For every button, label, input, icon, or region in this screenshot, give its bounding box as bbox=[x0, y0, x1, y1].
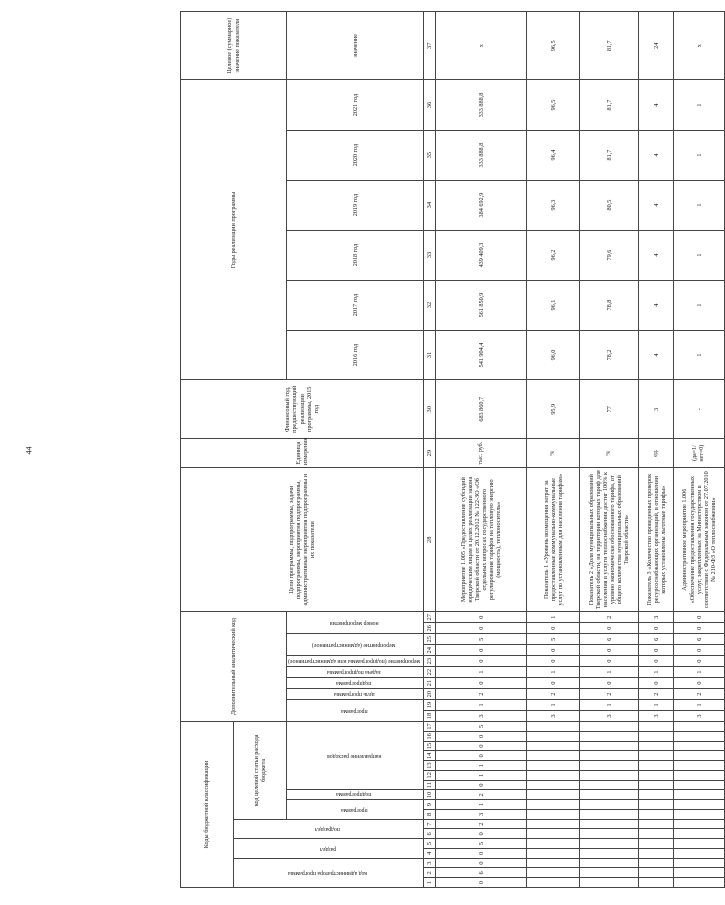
budget-code-digit bbox=[527, 721, 580, 731]
column-number-cell: 9 bbox=[424, 800, 436, 810]
budget-code-digit bbox=[527, 790, 580, 800]
column-numbers-row bbox=[424, 12, 436, 888]
row-value-2015: 683 860,7 bbox=[436, 380, 527, 439]
analytic-code-digit: 1 bbox=[674, 667, 725, 678]
budget-code-digit bbox=[580, 800, 639, 810]
column-number-cell: 6 bbox=[424, 829, 436, 839]
row-description: Показатель 3 «Количество проведенных проверок ресурсоснабжающих организаций, в отношении которых установлены льготные тарифы» bbox=[639, 468, 674, 612]
analytic-code-digit: 1 bbox=[580, 667, 639, 678]
analytic-code-digit: 6 bbox=[674, 634, 725, 645]
analytic-code-digit: 2 bbox=[527, 689, 580, 700]
year-2019-header: 2019 год bbox=[287, 180, 424, 230]
row-year-value: 1 bbox=[674, 280, 725, 330]
row-final-value: 96,5 bbox=[527, 12, 580, 81]
budget-code-digit bbox=[580, 810, 639, 820]
table-row bbox=[639, 12, 674, 888]
budget-code-digit: 6 bbox=[436, 868, 527, 878]
budget-code-digit bbox=[674, 800, 725, 810]
column-number-cell: 22 bbox=[424, 667, 436, 678]
column-number-cell: 1 bbox=[424, 878, 436, 888]
budget-code-digit bbox=[527, 839, 580, 849]
column-number-cell: 27 bbox=[424, 612, 436, 623]
analytic-code-digit: 2 bbox=[436, 689, 527, 700]
row-year-value: 384 692,9 bbox=[436, 180, 527, 230]
column-number-cell: 35 bbox=[424, 130, 436, 180]
budget-code-digit bbox=[527, 849, 580, 859]
row-unit: % bbox=[580, 439, 639, 468]
row-year-value: 1 bbox=[674, 80, 725, 130]
analytic-code-digit: 0 bbox=[436, 623, 527, 634]
row-description: Показатель 2 «Доля муниципальных образований Тверской области, на территории которых тариф для населения в услуги теплоснабжения достиг 100% к уровню экономически обоснованного тарифа, от общего количества муниципальных образований Тверской области» bbox=[580, 468, 639, 612]
column-number-cell: 13 bbox=[424, 761, 436, 771]
budget-code-digit: 5 bbox=[436, 721, 527, 731]
column-number-cell: 5 bbox=[424, 839, 436, 849]
direction-header: направление расходов bbox=[287, 721, 424, 790]
column-number-cell: 4 bbox=[424, 849, 436, 859]
admin-code-header: код администратора программы bbox=[234, 858, 424, 887]
row-final-value: x bbox=[436, 12, 527, 81]
budget-code-digit bbox=[639, 810, 674, 820]
budget-code-digit bbox=[674, 771, 725, 781]
budget-code-digit bbox=[674, 810, 725, 820]
budget-code-digit bbox=[674, 819, 725, 829]
row-year-value: 96,3 bbox=[527, 180, 580, 230]
row-unit: (да=1/нет=0) bbox=[674, 439, 725, 468]
column-number-cell: 14 bbox=[424, 751, 436, 761]
row-year-value: 333 888,8 bbox=[436, 130, 527, 180]
budget-code-digit bbox=[527, 810, 580, 820]
row-year-value: 96,4 bbox=[527, 130, 580, 180]
subprogram-code-header: подпрограмма bbox=[287, 790, 424, 800]
row-year-value: 1 bbox=[674, 180, 725, 230]
row-unit: ед. bbox=[639, 439, 674, 468]
analytic-code-digit: 0 bbox=[436, 656, 527, 667]
table-row bbox=[674, 12, 725, 888]
a-task-header: задача подпрограммы bbox=[287, 667, 424, 678]
budget-code-digit bbox=[639, 819, 674, 829]
row-final-value: 81,7 bbox=[580, 12, 639, 81]
row-description: Мероприятие 1.005 «Предоставление субсидий юридическим лицам в целях реализации закона Тверской области от 20.12.2012 № 122-ЗО «Об отдельных вопросах государственного регулирования тарифов на тепловую энергию (мощность), теплоноситель» bbox=[436, 468, 527, 612]
budget-code-digit: 0 bbox=[436, 858, 527, 868]
subsection-header: подраздел bbox=[234, 819, 424, 839]
year-2020-header: 2020 год bbox=[287, 130, 424, 180]
budget-code-digit bbox=[580, 829, 639, 839]
analytic-code-digit: 0 bbox=[674, 656, 725, 667]
budget-code-digit bbox=[674, 829, 725, 839]
column-number-cell: 15 bbox=[424, 741, 436, 751]
analytic-code-digit: 1 bbox=[527, 612, 580, 623]
table-row bbox=[436, 12, 527, 888]
analytic-code-digit: 0 bbox=[527, 656, 580, 667]
title-column-header: Цели программы, подпрограммы, задачи подпрограммы, мероприятия подпрограммы, административные мероприятия подпрограммы и их показатели bbox=[181, 468, 424, 612]
analytic-code-digit: 0 bbox=[580, 645, 639, 656]
analytic-code-digit: 2 bbox=[674, 689, 725, 700]
analytic-code-digit: 1 bbox=[580, 700, 639, 711]
budget-code-digit bbox=[639, 829, 674, 839]
budget-code-digit bbox=[639, 849, 674, 859]
budget-code-digit bbox=[580, 839, 639, 849]
analytic-code-digit: 0 bbox=[580, 678, 639, 689]
budget-code-digit bbox=[639, 751, 674, 761]
column-number-cell: 34 bbox=[424, 180, 436, 230]
row-year-value: 1 bbox=[674, 330, 725, 380]
column-number-cell: 12 bbox=[424, 771, 436, 781]
budget-code-digit bbox=[674, 858, 725, 868]
analytic-code-digit: 0 bbox=[527, 645, 580, 656]
row-year-value: 4 bbox=[639, 330, 674, 380]
budget-code-digit bbox=[674, 849, 725, 859]
row-year-value: 79,6 bbox=[580, 230, 639, 280]
analytic-code-digit: 0 bbox=[639, 678, 674, 689]
budget-code-digit bbox=[639, 732, 674, 742]
budget-code-digit bbox=[527, 761, 580, 771]
budget-code-digit bbox=[639, 839, 674, 849]
budget-code-digit: 0 bbox=[436, 780, 527, 790]
budget-code-digit bbox=[674, 839, 725, 849]
analytic-code-digit: 0 bbox=[639, 656, 674, 667]
budget-code-digit: 0 bbox=[436, 878, 527, 888]
budget-code-digit bbox=[527, 800, 580, 810]
analytic-code-digit: 0 bbox=[527, 678, 580, 689]
analytic-code-digit: 0 bbox=[580, 656, 639, 667]
budget-code-digit bbox=[639, 868, 674, 878]
row-year-value: 4 bbox=[639, 230, 674, 280]
budget-code-digit: 1 bbox=[436, 800, 527, 810]
a-subprogram-header: подпрограмма bbox=[287, 678, 424, 689]
column-number-cell: 19 bbox=[424, 700, 436, 711]
budget-code-digit bbox=[674, 741, 725, 751]
column-number-cell: 8 bbox=[424, 810, 436, 820]
budget-code-digit: 0 bbox=[436, 849, 527, 859]
analytic-code-digit: 3 bbox=[527, 711, 580, 722]
budget-code-digit: 0 bbox=[436, 829, 527, 839]
budget-code-digit bbox=[674, 780, 725, 790]
column-number-cell: 20 bbox=[424, 689, 436, 700]
analytic-code-digit: 0 bbox=[436, 678, 527, 689]
analytic-code-digit: 1 bbox=[639, 667, 674, 678]
column-number-cell: 31 bbox=[424, 330, 436, 380]
year-2016-header: 2016 год bbox=[287, 330, 424, 380]
analytic-code-digit: 0 bbox=[580, 623, 639, 634]
analytic-code-digit: 0 bbox=[674, 678, 725, 689]
budget-code-digit: 0 bbox=[436, 732, 527, 742]
year-2017-header: 2017 год bbox=[287, 280, 424, 330]
analytic-code-digit: 0 bbox=[436, 645, 527, 656]
budget-code-digit: 2 bbox=[436, 819, 527, 829]
section-header: раздел bbox=[234, 839, 424, 859]
budget-code-digit bbox=[674, 732, 725, 742]
analytic-code-digit: 2 bbox=[580, 689, 639, 700]
unit-column-header: Единица измерения bbox=[181, 439, 424, 468]
analytic-code-digit: 0 bbox=[674, 623, 725, 634]
row-year-value: 561 850,9 bbox=[436, 280, 527, 330]
budget-code-digit bbox=[580, 721, 639, 731]
budget-code-digit bbox=[674, 761, 725, 771]
analytic-code-digit: 0 bbox=[639, 645, 674, 656]
budget-code-digit bbox=[527, 819, 580, 829]
row-year-value: 96,5 bbox=[527, 80, 580, 130]
budget-code-digit bbox=[639, 790, 674, 800]
column-number-cell: 2 bbox=[424, 868, 436, 878]
analytic-code-digit: 2 bbox=[639, 689, 674, 700]
budget-code-digit bbox=[527, 732, 580, 742]
analytic-code-digit: 3 bbox=[674, 711, 725, 722]
row-description: Показатель 1 «Уровень возмещения затрат за предоставленные коммунально-коммунальные услуг по установленным для населения тарифам» bbox=[527, 468, 580, 612]
budget-codes-header: Коды бюджетной классификации bbox=[181, 721, 234, 887]
row-value-2015: - bbox=[674, 380, 725, 439]
target-article-header: код целевой статьи расхода бюджета bbox=[234, 721, 287, 819]
column-number-cell: 10 bbox=[424, 790, 436, 800]
budget-code-digit bbox=[674, 878, 725, 888]
budget-code-digit bbox=[527, 780, 580, 790]
row-year-value: 1 bbox=[674, 130, 725, 180]
budget-code-digit bbox=[580, 790, 639, 800]
row-final-value: 24 bbox=[639, 12, 674, 81]
budget-code-digit bbox=[639, 780, 674, 790]
column-number-cell: 17 bbox=[424, 721, 436, 731]
analytic-code-digit: 1 bbox=[639, 700, 674, 711]
row-year-value: 96,1 bbox=[527, 280, 580, 330]
budget-code-digit bbox=[580, 878, 639, 888]
budget-code-digit bbox=[580, 771, 639, 781]
column-number-cell: 24 bbox=[424, 645, 436, 656]
analytic-code-digit: 3 bbox=[580, 711, 639, 722]
table-row bbox=[580, 12, 639, 888]
budget-code-digit bbox=[639, 741, 674, 751]
a-goal-header: цель программы bbox=[287, 689, 424, 700]
row-unit: тыс. руб. bbox=[436, 439, 527, 468]
column-number-cell: 18 bbox=[424, 711, 436, 722]
a-event-header: мероприятие (подпрограммы или административное) bbox=[287, 656, 424, 667]
year-2021-header: 2021 год bbox=[287, 80, 424, 130]
row-year-value: 4 bbox=[639, 280, 674, 330]
page-number: 44 bbox=[24, 446, 34, 455]
budget-code-digit bbox=[580, 819, 639, 829]
budget-code-digit bbox=[674, 790, 725, 800]
budget-code-digit bbox=[580, 732, 639, 742]
budget-code-digit bbox=[674, 751, 725, 761]
budget-code-digit bbox=[639, 800, 674, 810]
row-value-2015: 3 bbox=[639, 380, 674, 439]
analytic-code-digit: 0 bbox=[436, 612, 527, 623]
budget-code-digit bbox=[639, 721, 674, 731]
budget-code-digit bbox=[527, 858, 580, 868]
budget-code-digit bbox=[674, 721, 725, 731]
budget-code-digit bbox=[527, 829, 580, 839]
analytic-code-digit: 1 bbox=[436, 700, 527, 711]
row-year-value: 333 888,8 bbox=[436, 80, 527, 130]
column-number-cell: 29 bbox=[424, 439, 436, 468]
analytic-code-digit: 3 bbox=[639, 711, 674, 722]
row-year-value: 78,8 bbox=[580, 280, 639, 330]
budget-code-digit bbox=[639, 878, 674, 888]
final-value-header: Целевое (суммарное) значение показателя bbox=[181, 12, 287, 81]
budget-code-digit bbox=[527, 741, 580, 751]
row-year-value: 96,2 bbox=[527, 230, 580, 280]
analytic-code-digit: 0 bbox=[674, 612, 725, 623]
analytic-code-header: Дополнительный аналитический код bbox=[181, 612, 287, 722]
row-value-2015: 95,9 bbox=[527, 380, 580, 439]
budget-code-digit bbox=[639, 858, 674, 868]
column-number-cell: 33 bbox=[424, 230, 436, 280]
budget-code-digit: 1 bbox=[436, 761, 527, 771]
column-number-cell: 23 bbox=[424, 656, 436, 667]
budget-code-digit bbox=[527, 878, 580, 888]
analytic-code-digit: 5 bbox=[527, 634, 580, 645]
row-year-value: 81,7 bbox=[580, 80, 639, 130]
budget-code-digit: 3 bbox=[436, 810, 527, 820]
years-block-header: Годы реализации программы bbox=[181, 80, 287, 380]
budget-code-digit bbox=[674, 868, 725, 878]
budget-code-digit bbox=[639, 771, 674, 781]
budget-code-digit bbox=[639, 761, 674, 771]
row-unit: % bbox=[527, 439, 580, 468]
analytic-code-digit: 1 bbox=[436, 667, 527, 678]
budget-code-digit bbox=[580, 780, 639, 790]
budget-code-digit: 5 bbox=[436, 839, 527, 849]
analytic-code-digit: 2 bbox=[580, 612, 639, 623]
budget-code-digit bbox=[580, 868, 639, 878]
program-code-header: программа bbox=[287, 800, 424, 820]
budget-code-digit: 1 bbox=[436, 771, 527, 781]
budget-code-digit bbox=[580, 741, 639, 751]
column-number-cell: 37 bbox=[424, 12, 436, 81]
column-number-cell: 26 bbox=[424, 623, 436, 634]
row-year-value: 81,7 bbox=[580, 130, 639, 180]
program-indicators-table bbox=[180, 11, 725, 888]
column-number-cell: 25 bbox=[424, 634, 436, 645]
analytic-code-digit: 5 bbox=[436, 634, 527, 645]
column-number-cell: 21 bbox=[424, 678, 436, 689]
budget-code-digit bbox=[527, 771, 580, 781]
a-program-header: программа bbox=[287, 700, 424, 722]
row-year-value: 4 bbox=[639, 180, 674, 230]
column-number-cell: 36 bbox=[424, 80, 436, 130]
analytic-code-digit: 0 bbox=[639, 623, 674, 634]
row-year-value: 78,2 bbox=[580, 330, 639, 380]
row-year-value: 1 bbox=[674, 230, 725, 280]
budget-code-digit: 0 bbox=[436, 741, 527, 751]
budget-code-digit bbox=[580, 761, 639, 771]
budget-code-digit bbox=[527, 751, 580, 761]
rotated-table-container bbox=[180, 11, 717, 888]
row-description: Административное мероприятие 1.006 «Обеспечение предоставления государственных услуг, закрепленных за Министерством в соответствии с Федеральным законом от 27.07.2010 № 210-ФЗ «О теплоснабжении» bbox=[674, 468, 725, 612]
column-number-cell: 11 bbox=[424, 780, 436, 790]
analytic-code-digit: 1 bbox=[527, 700, 580, 711]
row-year-value: 541 904,4 bbox=[436, 330, 527, 380]
year-2018-header: 2018 год bbox=[287, 230, 424, 280]
budget-code-digit bbox=[580, 751, 639, 761]
budget-code-digit bbox=[580, 858, 639, 868]
a-event-no-header: номер мероприятия bbox=[287, 612, 424, 634]
budget-code-digit: 2 bbox=[436, 790, 527, 800]
analytic-code-digit: 0 bbox=[527, 623, 580, 634]
column-number-cell: 30 bbox=[424, 380, 436, 439]
analytic-code-digit: 1 bbox=[527, 667, 580, 678]
fin-2015-header: Финансовый год, предшествующий реализации программы, 2015 год bbox=[181, 380, 424, 439]
analytic-code-digit: 6 bbox=[580, 634, 639, 645]
row-final-value: x bbox=[674, 12, 725, 81]
column-number-cell: 7 bbox=[424, 819, 436, 829]
column-number-cell: 28 bbox=[424, 468, 436, 612]
row-year-value: 80,5 bbox=[580, 180, 639, 230]
row-year-value: 4 bbox=[639, 80, 674, 130]
analytic-code-digit: 3 bbox=[639, 612, 674, 623]
column-number-cell: 16 bbox=[424, 732, 436, 742]
final-value-subheader: значение bbox=[287, 12, 424, 81]
analytic-code-digit: 3 bbox=[436, 711, 527, 722]
budget-code-digit: 0 bbox=[436, 751, 527, 761]
budget-code-digit bbox=[527, 868, 580, 878]
analytic-code-digit: 0 bbox=[674, 645, 725, 656]
row-year-value: 439 409,3 bbox=[436, 230, 527, 280]
column-number-cell: 32 bbox=[424, 280, 436, 330]
budget-code-digit bbox=[580, 849, 639, 859]
analytic-code-digit: 6 bbox=[639, 634, 674, 645]
column-number-cell: 3 bbox=[424, 858, 436, 868]
row-value-2015: 77 bbox=[580, 380, 639, 439]
row-year-value: 96,0 bbox=[527, 330, 580, 380]
a-event2-header: мероприятие (административное) bbox=[287, 634, 424, 656]
row-year-value: 4 bbox=[639, 130, 674, 180]
analytic-code-digit: 1 bbox=[674, 700, 725, 711]
table-row bbox=[527, 12, 580, 888]
